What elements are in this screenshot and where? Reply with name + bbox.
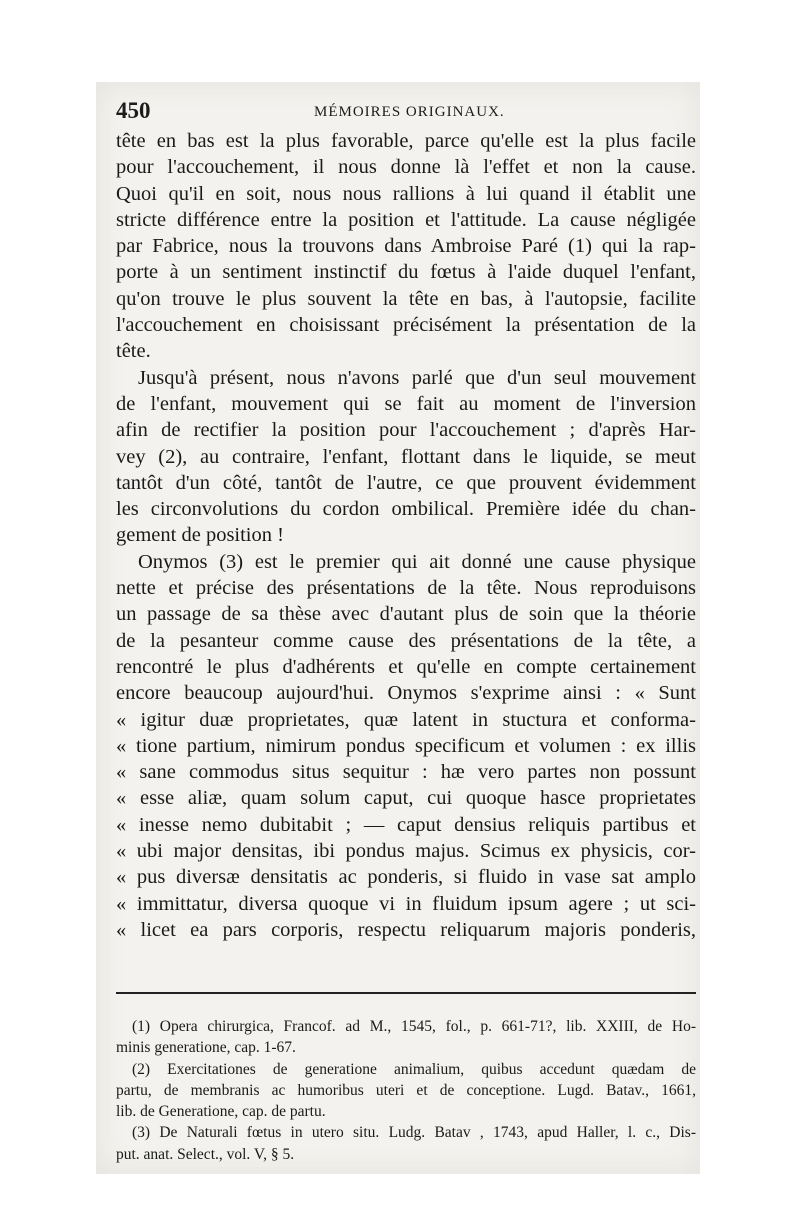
body-line: « tione partium, nimirum pondus specificum et volumen : ex illis (116, 734, 696, 757)
body-line: vey (2), au contraire, l'enfant, flottant dans le liquide, se meut (116, 445, 696, 468)
body-line: pour l'accouchement, il nous donne là l'effet et non la cause. (116, 156, 696, 179)
body-line: Onymos (3) est le premier qui ait donné une cause physique (138, 550, 696, 573)
body-line: de la pesanteur comme cause des présentations de la tête, a (116, 629, 696, 652)
body-line: « esse aliæ, quam solum caput, cui quoque hasce proprietates (116, 787, 696, 810)
body-line: qu'on trouve le plus souvent la tête en bas, à l'autopsie, facilite (116, 287, 696, 310)
footnote-line: (3) De Naturali fœtus in utero situ. Ludg. Batav , 1743, apud Haller, l. c., Dis- (132, 1124, 696, 1142)
body-line: encore beaucoup aujourd'hui. Onymos s'exprime ainsi : « Sunt (116, 682, 696, 705)
body-line: « igitur duæ proprietates, quæ latent in stuctura et conforma- (116, 708, 696, 731)
body-line: de l'enfant, mouvement qui se fait au moment de l'inversion (116, 392, 696, 415)
body-line: nette et précise des présentations de la tête. Nous reproduisons (116, 577, 696, 600)
footnote-line: partu, de membranis ac humoribus uteri et de conceptione. Lugd. Batav., 1661, (116, 1081, 696, 1099)
body-line: par Fabrice, nous la trouvons dans Ambroise Paré (1) qui la rap- (116, 235, 696, 258)
body-line: « ubi major densitas, ibi pondus majus. Scimus ex physicis, cor- (116, 840, 696, 863)
footnotes (116, 1016, 696, 1165)
body-line: tantôt d'un côté, tantôt de l'autre, ce que prouvent évidemment (116, 471, 696, 494)
footnote-line: put. anat. Select., vol. V, § 5. (116, 1145, 295, 1163)
body-line: porte à un sentiment instinctif du fœtus à l'aide duquel l'enfant, (116, 261, 696, 284)
body-line: stricte différence entre la position et l'attitude. La cause négligée (116, 208, 696, 231)
body-line: un passage de sa thèse avec d'autant plus de soin que la théorie (116, 603, 696, 626)
footnote-line: minis generatione, cap. 1-67. (116, 1039, 296, 1057)
body-line: « inesse nemo dubitabit ; — caput densius reliquis partibus et (116, 813, 696, 836)
body-line: « immittatur, diversa quoque vi in fluidum ipsum agere ; ut sci- (116, 892, 696, 915)
body-line: « sane commodus situs sequitur : hæ vero partes non possunt (116, 761, 696, 784)
footnote-line: (1) Opera chirurgica, Francof. ad M., 1545, fol., p. 661-71?, lib. XXIII, de Ho- (132, 1018, 696, 1035)
page-number: 450 (116, 98, 151, 123)
body-line: Jusqu'à présent, nous n'avons parlé que d'un seul mouvement (138, 366, 696, 389)
footnote-line: lib. de Generatione, cap. de partu. (116, 1103, 326, 1121)
running-title: MÉMOIRES ORIGINAUX. (314, 104, 505, 120)
body-line: afin de rectifier la position pour l'accouchement ; d'après Har- (116, 419, 696, 442)
body-line: les circonvolutions du cordon ombilical. Première idée du chan- (116, 498, 696, 521)
footnote-divider (116, 992, 696, 994)
body-text (116, 128, 696, 943)
body-line: rencontré le plus d'adhérents et qu'elle en compte certainement (116, 655, 696, 678)
body-line: « pus diversæ densitatis ac ponderis, si fluido in vase sat amplo (116, 866, 696, 889)
body-line: l'accouchement en choisissant précisément la présentation de la (116, 314, 696, 337)
body-line: tête. (116, 340, 151, 363)
body-line: Quoi qu'il en soit, nous nous rallions à lui quand il établit une (116, 182, 696, 205)
page-header (116, 98, 696, 128)
body-line: gement de position ! (116, 524, 284, 547)
body-line: tête en bas est la plus favorable, parce qu'elle est la plus facile (116, 130, 696, 152)
body-line: « licet ea pars corporis, respectu reliquarum majoris ponderis, (116, 918, 696, 941)
footnote-line: (2) Exercitationes de generatione animalium, quibus accedunt quædam de (132, 1060, 696, 1078)
